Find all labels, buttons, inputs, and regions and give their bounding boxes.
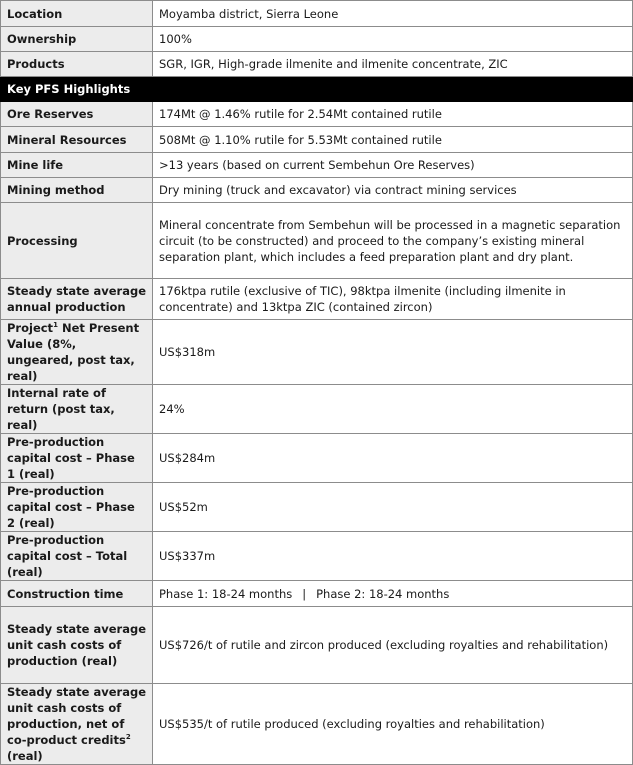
row-label-ore-reserves: Ore Reserves <box>1 102 153 127</box>
table-row <box>1 178 633 203</box>
table-row <box>1 532 633 581</box>
row-value-capex-phase-2: US$52m <box>153 483 633 532</box>
row-label-annual-production: Steady state average annual production <box>1 279 153 320</box>
row-label-location: Location <box>1 1 153 27</box>
net-cost-label-pre: Steady state average unit cash costs of production, net of co-product credits <box>7 685 146 747</box>
npv-label-post: Net Present Value (8%, ungeared, post tax, real) <box>7 321 140 383</box>
construction-phase-2: Phase 2: 18-24 months <box>316 586 450 601</box>
table-row <box>1 102 633 127</box>
footnote-marker: 2 <box>125 733 131 742</box>
row-label-npv <box>1 320 153 385</box>
row-value-location: Moyamba district, Sierra Leone <box>153 1 633 27</box>
row-value-mineral-resources: 508Mt @ 1.10% rutile for 5.53Mt contained rutile <box>153 127 633 153</box>
row-value-unit-cash-costs: US$726/t of rutile and zircon produced (excluding royalties and rehabilitation) <box>153 607 633 684</box>
row-value-unit-cash-costs-net: US$535/t of rutile produced (excluding royalties and rehabilitation) <box>153 684 633 765</box>
row-value-processing: Mineral concentrate from Sembehun will be processed in a magnetic separation circuit (to be constructed) and proceed to the company’s existing mineral separation plant, which includes a feed preparation plant and dry plant. <box>153 203 633 279</box>
construction-phase-1: Phase 1: 18-24 months <box>159 586 293 601</box>
row-value-npv: US$318m <box>153 320 633 385</box>
row-value-products: SGR, IGR, High-grade ilmenite and ilmenite concentrate, ZIC <box>153 52 633 77</box>
footnote-marker: 1 <box>53 321 58 330</box>
row-value-capex-phase-1: US$284m <box>153 434 633 483</box>
row-label-processing: Processing <box>1 203 153 279</box>
row-value-annual-production: 176ktpa rutile (exclusive of TIC), 98ktpa ilmenite (including ilmenite in concentrate) and 13ktpa ZIC (contained zircon) <box>153 279 633 320</box>
row-label-unit-cash-costs-net <box>1 684 153 765</box>
row-label-ownership: Ownership <box>1 27 153 52</box>
row-label-mining-method: Mining method <box>1 178 153 203</box>
row-value-ore-reserves: 174Mt @ 1.46% rutile for 2.54Mt contained rutile <box>153 102 633 127</box>
table-row <box>1 607 633 684</box>
row-value-construction-time <box>153 581 633 607</box>
net-cost-label-post: (real) <box>7 749 43 763</box>
section-header: Key PFS Highlights <box>1 77 633 102</box>
row-label-unit-cash-costs: Steady state average unit cash costs of production (real) <box>1 607 153 684</box>
npv-label-pre: Project <box>7 321 54 335</box>
table-row <box>1 27 633 52</box>
row-label-mine-life: Mine life <box>1 153 153 178</box>
table-row <box>1 1 633 27</box>
section-header-row <box>1 77 633 102</box>
table-row <box>1 483 633 532</box>
table-row <box>1 203 633 279</box>
row-label-mineral-resources: Mineral Resources <box>1 127 153 153</box>
row-label-products: Products <box>1 52 153 77</box>
table-row <box>1 320 633 385</box>
table-row <box>1 52 633 77</box>
table-row <box>1 127 633 153</box>
row-value-capex-total: US$337m <box>153 532 633 581</box>
table-row <box>1 153 633 178</box>
table-row <box>1 434 633 483</box>
table-row <box>1 581 633 607</box>
row-label-capex-total: Pre-production capital cost – Total (real) <box>1 532 153 581</box>
row-label-capex-phase-2: Pre-production capital cost – Phase 2 (real) <box>1 483 153 532</box>
table-row <box>1 279 633 320</box>
row-value-irr: 24% <box>153 385 633 434</box>
row-label-construction-time: Construction time <box>1 581 153 607</box>
construction-separator: | <box>302 586 307 601</box>
row-value-mining-method: Dry mining (truck and excavator) via contract mining services <box>153 178 633 203</box>
table-row <box>1 385 633 434</box>
row-value-mine-life: >13 years (based on current Sembehun Ore Reserves) <box>153 153 633 178</box>
row-value-ownership: 100% <box>153 27 633 52</box>
row-label-irr: Internal rate of return (post tax, real) <box>1 385 153 434</box>
table-row <box>1 684 633 765</box>
row-label-capex-phase-1: Pre-production capital cost – Phase 1 (real) <box>1 434 153 483</box>
